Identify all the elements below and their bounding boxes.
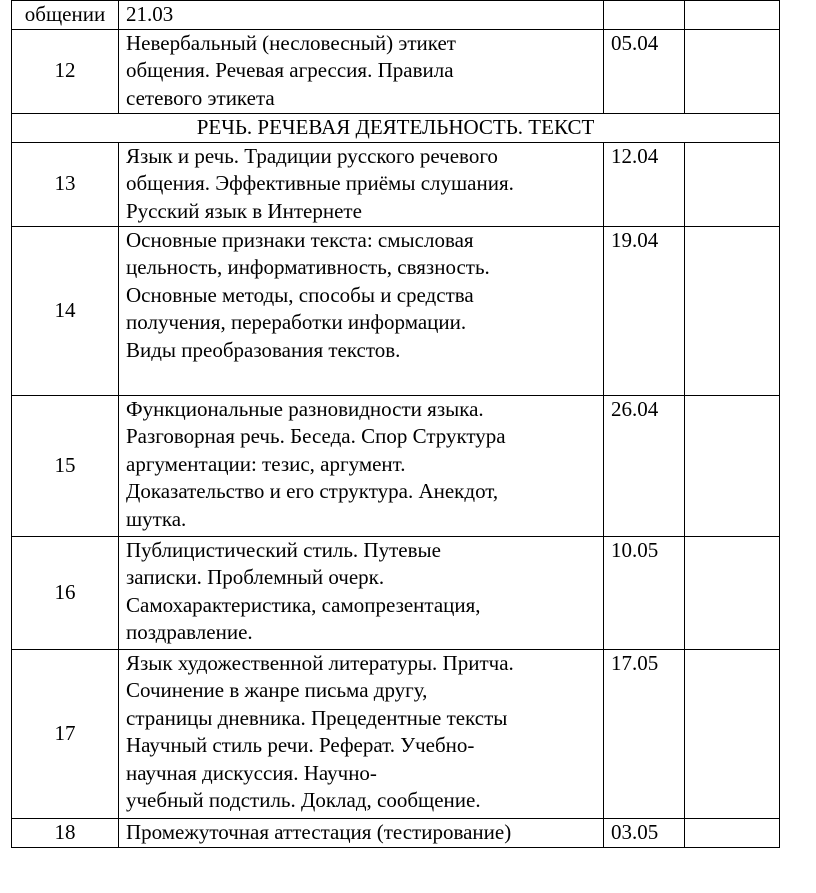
cell-extra: [685, 1, 780, 30]
cell-num: 16: [12, 536, 119, 649]
cell-date: [604, 1, 685, 30]
cell-topic: 21.03: [119, 1, 604, 30]
cell-extra: [685, 818, 780, 847]
cell-topic: Невербальный (несловесный) этикет общения. Речевая агрессия. Правила сетевого этикета: [119, 29, 604, 113]
table-row: [12, 226, 780, 395]
cell-date: 10.05: [604, 536, 685, 649]
cell-topic: Промежуточная аттестация (тестирование): [119, 818, 604, 847]
table-row-carry: [12, 1, 780, 30]
cell-num: 17: [12, 649, 119, 818]
table-row: [12, 142, 780, 226]
cell-extra: [685, 142, 780, 226]
cell-num: общении: [12, 1, 119, 30]
cell-date: 03.05: [604, 818, 685, 847]
cell-topic: Функциональные разновидности языка. Разговорная речь. Беседа. Спор Структура аргументации: тезис, аргумент. Доказательство и его структура. Анекдот, шутка.: [119, 395, 604, 536]
cell-extra: [685, 226, 780, 395]
table-row: [12, 818, 780, 847]
cell-num: 14: [12, 226, 119, 395]
cell-date: 17.05: [604, 649, 685, 818]
section-title: РЕЧЬ. РЕЧЕВАЯ ДЕЯТЕЛЬНОСТЬ. ТЕКСТ: [12, 113, 780, 142]
cell-topic: Язык и речь. Традиции русского речевого общения. Эффективные приёмы слушания. Русский язык в Интернете: [119, 142, 604, 226]
cell-num: 13: [12, 142, 119, 226]
cell-extra: [685, 29, 780, 113]
lesson-plan-table: [11, 0, 780, 848]
table-row: [12, 649, 780, 818]
cell-topic: Публицистический стиль. Путевые записки. Проблемный очерк. Самохарактеристика, самопрезентация, поздравление.: [119, 536, 604, 649]
table-row: [12, 29, 780, 113]
cell-num: 18: [12, 818, 119, 847]
cell-num: 15: [12, 395, 119, 536]
cell-topic: Язык художественной литературы. Притча. Сочинение в жанре письма другу, страницы дневника. Прецедентные тексты Научный стиль речи. Реферат. Учебно- научная дискуссия. Научно- учебный подстиль. Доклад, сообщение.: [119, 649, 604, 818]
cell-topic: Основные признаки текста: смысловая цельность, информативность, связность. Основные методы, способы и средства получения, переработки информации. Виды преобразования текстов.: [119, 226, 604, 395]
table-row: [12, 395, 780, 536]
cell-extra: [685, 649, 780, 818]
cell-date: 26.04: [604, 395, 685, 536]
cell-extra: [685, 395, 780, 536]
cell-date: 12.04: [604, 142, 685, 226]
table-row: [12, 536, 780, 649]
cell-date: 19.04: [604, 226, 685, 395]
section-header-row: [12, 113, 780, 142]
cell-extra: [685, 536, 780, 649]
cell-date: 05.04: [604, 29, 685, 113]
cell-num: 12: [12, 29, 119, 113]
